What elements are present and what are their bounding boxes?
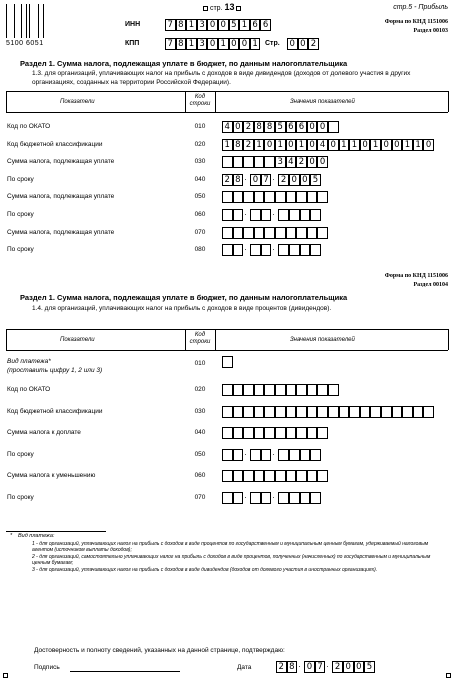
kpp-cell[interactable]: 1 xyxy=(218,38,229,50)
payment-type-code: 010 xyxy=(194,360,206,367)
footnote-star: * xyxy=(10,533,13,539)
section1-row-3-date-separator: . xyxy=(272,173,275,182)
section2-row-1-cell[interactable] xyxy=(254,406,265,418)
section1-title: Раздел 1. Сумма налога, подлежащая уплате в бюджет, по данным налогоплательщика xyxy=(20,59,348,68)
section1-row-7-date-month-cell[interactable] xyxy=(261,243,275,256)
section1-row-2-cell[interactable]: 2 xyxy=(296,156,307,168)
section2-row-4-cell[interactable] xyxy=(286,470,297,482)
form-code-2: Форма по КНД 1151006 xyxy=(384,273,448,279)
section1-row-4-cell[interactable] xyxy=(307,191,318,203)
section2-row-5-date-month-cell[interactable] xyxy=(261,491,275,504)
section1-row-4-cell[interactable] xyxy=(233,191,244,203)
section2-row-5-date-year-cell[interactable] xyxy=(278,492,289,504)
section1-row-4-cell[interactable] xyxy=(243,191,254,203)
section1-row-label: Сумма налога, подлежащая уплате xyxy=(7,158,115,165)
section2-row-2-cell[interactable] xyxy=(307,427,318,439)
section2-row-code: 020 xyxy=(194,386,206,393)
section1-row-5-date-year-cell[interactable] xyxy=(300,209,311,221)
section2-row-1-cell[interactable] xyxy=(349,406,360,418)
signature-date-separator: . xyxy=(298,660,301,669)
section1-row-1-cell[interactable]: 0 xyxy=(286,139,297,151)
section2-row-label: Код бюджетной классификации xyxy=(7,408,103,415)
section2-row-code: 070 xyxy=(194,494,206,501)
kpp-cell[interactable]: 0 xyxy=(239,38,250,50)
table2-col-code: Код строки xyxy=(189,332,211,345)
section2-row-2-cell[interactable] xyxy=(243,427,254,439)
section2-row-2-cell[interactable] xyxy=(275,427,286,439)
signature-date-year-cell[interactable]: 5 xyxy=(364,661,375,673)
table1-top-rule xyxy=(6,91,448,92)
section1-row-6-cell[interactable] xyxy=(264,227,275,239)
section1-row-0-cell[interactable]: 0 xyxy=(317,121,328,133)
section2-row-4-cell[interactable] xyxy=(254,470,265,482)
section1-row-5-date-year-cell[interactable] xyxy=(289,209,300,221)
section1-row-2-cell[interactable] xyxy=(254,156,265,168)
str-cell[interactable]: 2 xyxy=(308,38,319,50)
section1-row-3-date-month-cell[interactable]: 0 xyxy=(250,174,261,186)
footnote-item-3: 3 - для организаций, уплачивающих налог на прибыль с доходов в виде дивидендов (доходов от долевого участия в иностранных организациях). xyxy=(32,567,378,573)
marker-square-left xyxy=(203,6,208,11)
form-code: Форма по КНД 1151006 xyxy=(384,19,448,25)
section1-row-6-cell[interactable] xyxy=(307,227,318,239)
inn-cell[interactable]: 7 xyxy=(165,19,176,31)
table2-top-rule xyxy=(6,329,448,330)
section1-row-1-cell[interactable]: 1 xyxy=(349,139,360,151)
section1-row-3-date-year-cell[interactable]: 0 xyxy=(289,174,300,186)
section1-row-5-date-year-cell[interactable] xyxy=(278,209,289,221)
section2-row-5-date-year-cell[interactable] xyxy=(289,492,300,504)
kpp-cell[interactable]: 8 xyxy=(176,38,187,50)
section1-row-5-date-separator: . xyxy=(272,208,275,217)
section1-row-0-cell[interactable]: 5 xyxy=(275,121,286,133)
section1-row-0-cell[interactable]: 0 xyxy=(307,121,318,133)
str-label: Стр. xyxy=(265,40,280,47)
section1-row-7-date-year-cell[interactable] xyxy=(278,244,289,256)
table1-rule xyxy=(215,91,216,112)
section1-row-1-cell[interactable]: 0 xyxy=(381,139,392,151)
section2-row-3-date-day-cell[interactable] xyxy=(222,449,233,461)
section1-row-0-cell[interactable]: 4 xyxy=(222,121,233,133)
section2-row-1-cell[interactable] xyxy=(307,406,318,418)
inn-cell[interactable]: 3 xyxy=(197,19,208,31)
section1-row-5-date-day-cell[interactable] xyxy=(222,209,233,221)
section1-row-7-date-year-cell[interactable] xyxy=(300,244,311,256)
section2-row-4-cell[interactable] xyxy=(222,470,233,482)
section2-row-3-date-year-cell[interactable] xyxy=(278,449,289,461)
signature-date-day-cell[interactable]: 2 xyxy=(276,661,287,673)
section2-row-0-cell[interactable] xyxy=(264,384,275,396)
section1-row-5-date-separator: . xyxy=(244,208,247,217)
section1-row-0-cell[interactable]: 6 xyxy=(286,121,297,133)
section2-row-code: 030 xyxy=(194,408,206,415)
section1-row-2-cell[interactable]: 0 xyxy=(317,156,328,168)
section2-row-1-cell[interactable] xyxy=(402,406,413,418)
section2-row-2-cell[interactable] xyxy=(264,427,275,439)
section2-row-label: Сумма налога к уменьшению xyxy=(7,472,96,479)
section1-row-6-cell[interactable] xyxy=(296,227,307,239)
footnote-rule xyxy=(6,531,106,532)
section1-row-4-cell[interactable] xyxy=(286,191,297,203)
table1-rule xyxy=(185,91,186,112)
str-cell[interactable]: 0 xyxy=(287,38,298,50)
section1-row-4-cell[interactable] xyxy=(296,191,307,203)
section1-row-2-cell[interactable]: 4 xyxy=(286,156,297,168)
inn-label: ИНН xyxy=(125,21,141,28)
kpp-cell[interactable]: 1 xyxy=(186,38,197,50)
section1-row-6-cell[interactable] xyxy=(243,227,254,239)
section1-row-2-cell[interactable] xyxy=(222,156,233,168)
section1-row-7-date-day-cell[interactable] xyxy=(222,244,233,256)
section1-row-7-date-year-cell[interactable] xyxy=(289,244,300,256)
kpp-cell[interactable]: 7 xyxy=(165,38,176,50)
section2-row-1-cell[interactable] xyxy=(392,406,403,418)
section1-row-1-cell[interactable]: 0 xyxy=(360,139,371,151)
section1-row-1-cell[interactable]: 2 xyxy=(243,139,254,151)
section1-row-5-date-year-cell[interactable] xyxy=(310,209,321,221)
section1-row-code: 070 xyxy=(194,229,206,236)
section1-row-4-cell[interactable] xyxy=(317,191,328,203)
section2-row-1-cell[interactable] xyxy=(233,406,244,418)
section2-row-1-cell[interactable] xyxy=(360,406,371,418)
section2-row-code: 050 xyxy=(194,451,206,458)
section1-row-3-date-year-cell[interactable]: 2 xyxy=(278,174,289,186)
section1-row-label: По сроку xyxy=(7,246,34,253)
section1-row-2-cell[interactable] xyxy=(243,156,254,168)
section1-row-6-cell[interactable] xyxy=(254,227,265,239)
section1-row-7-date-year-cell[interactable] xyxy=(310,244,321,256)
signature-line[interactable] xyxy=(70,671,180,672)
section1-row-code: 080 xyxy=(194,246,206,253)
inn-cell[interactable]: 1 xyxy=(239,19,250,31)
section2-row-0-cell[interactable] xyxy=(307,384,318,396)
section1-row-6-cell[interactable] xyxy=(233,227,244,239)
section2-row-3-date-year-cell[interactable] xyxy=(300,449,311,461)
section1-row-1-cell[interactable]: 0 xyxy=(328,139,339,151)
section2-row-1-cell[interactable] xyxy=(296,406,307,418)
inn-cell[interactable]: 0 xyxy=(218,19,229,31)
section1-row-4-cell[interactable] xyxy=(222,191,233,203)
table2-header-rule xyxy=(6,350,448,351)
page-number: 13 xyxy=(224,2,235,12)
section1-row-label: Сумма налога, подлежащая уплате xyxy=(7,229,115,236)
section1-row-3-date-year-cell[interactable]: 5 xyxy=(310,174,321,186)
signature-date-month-cell[interactable]: 0 xyxy=(304,661,315,673)
section2-row-3-date-year-cell[interactable] xyxy=(289,449,300,461)
section2-row-2-cell[interactable] xyxy=(254,427,265,439)
section1-row-0-cell[interactable]: 6 xyxy=(296,121,307,133)
section1-row-7-date-month-cell[interactable] xyxy=(250,244,261,256)
section2-row-1-cell[interactable] xyxy=(264,406,275,418)
str-cell[interactable]: 0 xyxy=(298,38,309,50)
kpp-cell[interactable]: 0 xyxy=(229,38,240,50)
section1-row-1-cell[interactable]: 0 xyxy=(423,139,434,151)
table1-rule xyxy=(6,91,7,112)
table2-rule xyxy=(185,329,186,350)
section1-row-5-date-day-cell[interactable] xyxy=(233,208,247,221)
section1-row-0-cell[interactable]: 2 xyxy=(243,121,254,133)
section2-row-1-cell[interactable] xyxy=(423,406,434,418)
section2-row-0-cell[interactable] xyxy=(233,384,244,396)
section2-row-1-cell[interactable] xyxy=(339,406,350,418)
section1-row-code: 060 xyxy=(194,211,206,218)
section2-row-2-cell[interactable] xyxy=(233,427,244,439)
section2-row-4-cell[interactable] xyxy=(233,470,244,482)
section2-row-4-cell[interactable] xyxy=(307,470,318,482)
section2-row-1-cell[interactable] xyxy=(317,406,328,418)
signature-date-year-cell[interactable]: 2 xyxy=(332,661,343,673)
barcode-text: 5100 6051 xyxy=(6,40,44,47)
section2-row-2-cell[interactable] xyxy=(317,427,328,439)
section1-row-5-date-month-cell[interactable] xyxy=(250,209,261,221)
table1-header-rule xyxy=(6,112,448,113)
section1-row-2-cell[interactable]: 3 xyxy=(275,156,286,168)
signature-date-separator: . xyxy=(326,660,329,669)
section2-row-1-cell[interactable] xyxy=(275,406,286,418)
section1-row-3-date-day-cell[interactable]: 8 xyxy=(233,174,244,186)
section2-row-5-date-day-cell[interactable] xyxy=(233,491,247,504)
section2-row-4-cell[interactable] xyxy=(296,470,307,482)
corner-marker xyxy=(3,673,8,678)
section1-row-1-cell[interactable]: 1 xyxy=(254,139,265,151)
section1-row-6-cell[interactable] xyxy=(317,227,328,239)
section1-row-1-cell[interactable]: 1 xyxy=(275,139,286,151)
inn-cell[interactable]: 0 xyxy=(207,19,218,31)
section2-row-0-cell[interactable] xyxy=(286,384,297,396)
section2-row-4-cell[interactable] xyxy=(264,470,275,482)
inn-cell[interactable]: 5 xyxy=(229,19,240,31)
table2-rule xyxy=(448,329,449,350)
section1-row-1-cell[interactable]: 1 xyxy=(339,139,350,151)
signature-date-year-cell[interactable]: 0 xyxy=(343,661,354,673)
table2-rule xyxy=(6,329,7,350)
section2-row-3-date-month-cell[interactable] xyxy=(261,448,275,461)
table1-col-values: Значения показателей xyxy=(290,99,355,105)
section2-row-3-date-month-cell[interactable] xyxy=(250,449,261,461)
section1-row-6-cell[interactable] xyxy=(222,227,233,239)
marker-square-right xyxy=(236,6,241,11)
payment-type-hint: (проставить цифру 1, 2 или 3) xyxy=(7,367,103,374)
section1-row-3-date-year-cell[interactable]: 0 xyxy=(300,174,311,186)
page-right-label: стр.5 - Прибыль xyxy=(393,4,448,11)
section2-row-2-cell[interactable] xyxy=(296,427,307,439)
section1-row-1-cell[interactable]: 0 xyxy=(392,139,403,151)
table1-rule xyxy=(448,91,449,112)
section2-row-2-cell[interactable] xyxy=(286,427,297,439)
section2-row-0-cell[interactable] xyxy=(243,384,254,396)
section2-row-3-date-day-cell[interactable] xyxy=(233,448,247,461)
section1-row-3-date-day-cell[interactable]: 2 xyxy=(222,174,233,186)
section1-row-1-cell[interactable]: 1 xyxy=(402,139,413,151)
section1-row-code: 020 xyxy=(194,141,206,148)
section1-row-0-cell[interactable]: 8 xyxy=(264,121,275,133)
section2-row-1-cell[interactable] xyxy=(243,406,254,418)
confirm-text: Достоверность и полноту сведений, указанных на данной странице, подтверждаю: xyxy=(34,647,285,654)
section1-row-6-cell[interactable] xyxy=(275,227,286,239)
section1-row-label: Код бюджетной классификации xyxy=(7,141,103,148)
kpp-cell[interactable]: 3 xyxy=(197,38,208,50)
section1-row-2-cell[interactable]: 0 xyxy=(307,156,318,168)
signature-date-year-cell[interactable]: 0 xyxy=(354,661,365,673)
section2-row-5-date-day-cell[interactable] xyxy=(222,492,233,504)
section2-row-1-cell[interactable] xyxy=(286,406,297,418)
section1-row-code: 030 xyxy=(194,158,206,165)
section1-row-7-date-separator: . xyxy=(272,243,275,252)
table2-col-values: Значения показателей xyxy=(290,337,355,343)
section2-row-code: 060 xyxy=(194,472,206,479)
section2-title: Раздел 1. Сумма налога, подлежащая уплате в бюджет, по данным налогоплательщика xyxy=(20,293,348,302)
inn-cell[interactable]: 6 xyxy=(250,19,261,31)
section1-row-1-cell[interactable]: 1 xyxy=(222,139,233,151)
section2-row-label: По сроку xyxy=(7,451,34,458)
section2-row-0-cell[interactable] xyxy=(275,384,286,396)
section2-subtitle: 1.4. для организаций, уплачивающих налог на прибыль с доходов в виде процентов (дивидендов). xyxy=(32,305,332,312)
section2-row-5-date-separator: . xyxy=(244,491,247,500)
section1-row-7-date-day-cell[interactable] xyxy=(233,243,247,256)
section2-row-1-cell[interactable] xyxy=(381,406,392,418)
section1-row-1-cell[interactable]: 0 xyxy=(307,139,318,151)
section1-row-code: 050 xyxy=(194,193,206,200)
barcode xyxy=(6,4,46,38)
section2-row-1-cell[interactable] xyxy=(328,406,339,418)
table1-col-code: Код строки xyxy=(189,94,211,107)
section2-row-label: Сумма налога к доплате xyxy=(7,429,81,436)
section-code-2: Раздел 00104 xyxy=(413,282,448,288)
section1-row-0-cell[interactable] xyxy=(328,121,339,133)
corner-marker xyxy=(446,673,451,678)
page-number-box xyxy=(203,2,241,12)
sign-label: Подпись xyxy=(34,664,60,671)
section1-row-3-date-separator: . xyxy=(244,173,247,182)
table2-rule xyxy=(215,329,216,350)
section1-row-2-cell[interactable] xyxy=(233,156,244,168)
section1-row-1-cell[interactable]: 0 xyxy=(264,139,275,151)
section2-row-label: Код по ОКАТО xyxy=(7,386,51,393)
section2-row-0-cell[interactable] xyxy=(317,384,328,396)
section1-row-1-cell[interactable]: 1 xyxy=(296,139,307,151)
inn-cell[interactable]: 8 xyxy=(176,19,187,31)
section1-row-label: Код по ОКАТО xyxy=(7,123,51,130)
section2-row-1-cell[interactable] xyxy=(222,406,233,418)
section2-row-0-cell[interactable] xyxy=(254,384,265,396)
section1-row-7-date-separator: . xyxy=(244,243,247,252)
section1-row-label: По сроку xyxy=(7,176,34,183)
table2-col-indicators: Показатели xyxy=(60,337,95,343)
section1-row-0-cell[interactable]: 8 xyxy=(254,121,265,133)
section2-row-5-date-year-cell[interactable] xyxy=(310,492,321,504)
section1-row-1-cell[interactable]: 8 xyxy=(233,139,244,151)
page-label: стр. xyxy=(209,5,223,12)
section1-row-label: Сумма налога, подлежащая уплате xyxy=(7,193,115,200)
kpp-cell[interactable]: 1 xyxy=(250,38,261,50)
section2-row-1-cell[interactable] xyxy=(413,406,424,418)
kpp-label: КПП xyxy=(125,40,140,47)
section1-row-5-date-month-cell[interactable] xyxy=(261,208,275,221)
section1-row-4-cell[interactable] xyxy=(264,191,275,203)
section2-row-5-date-year-cell[interactable] xyxy=(300,492,311,504)
section1-row-6-cell[interactable] xyxy=(286,227,297,239)
section2-row-3-date-separator: . xyxy=(272,448,275,457)
date-label: Дата xyxy=(237,664,252,671)
section1-row-3-date-month-cell[interactable]: 7 xyxy=(261,174,272,186)
section1-row-4-cell[interactable] xyxy=(254,191,265,203)
payment-type-cell[interactable] xyxy=(222,356,233,368)
section1-row-label: По сроку xyxy=(7,211,34,218)
section2-row-4-cell[interactable] xyxy=(275,470,286,482)
footnote-item-2: 2 - для организаций, самостоятельно уплачивающих налог на прибыль с доходов в виде процентов, полученных (начисленных) по государственным и муниципальным ценным бумагам; xyxy=(32,554,431,567)
footnote-title: Вид платежа: xyxy=(18,533,55,539)
inn-cell[interactable]: 6 xyxy=(260,19,271,31)
section2-row-2-cell[interactable] xyxy=(222,427,233,439)
section1-row-1-cell[interactable]: 1 xyxy=(370,139,381,151)
section1-row-code: 040 xyxy=(194,176,206,183)
kpp-cell[interactable]: 0 xyxy=(207,38,218,50)
section1-row-code: 010 xyxy=(194,123,206,130)
section2-row-4-cell[interactable] xyxy=(317,470,328,482)
section1-row-1-cell[interactable]: 4 xyxy=(317,139,328,151)
section1-subtitle: 1.3. для организаций, уплачивающих налог на прибыль с доходов в виде дивидендов (доходов от долевого участия в других организациях, созданных на территории Российской Федерации). xyxy=(32,70,411,86)
section1-row-2-cell[interactable] xyxy=(264,156,275,168)
inn-cell[interactable]: 1 xyxy=(186,19,197,31)
section2-row-3-date-separator: . xyxy=(244,448,247,457)
signature-date-month-cell[interactable]: 7 xyxy=(315,661,326,673)
section2-row-1-cell[interactable] xyxy=(370,406,381,418)
section2-row-5-date-month-cell[interactable] xyxy=(250,492,261,504)
section2-row-label: По сроку xyxy=(7,494,34,501)
section1-row-0-cell[interactable]: 0 xyxy=(233,121,244,133)
section1-row-4-cell[interactable] xyxy=(275,191,286,203)
section2-row-0-cell[interactable] xyxy=(328,384,339,396)
section2-row-5-date-separator: . xyxy=(272,491,275,500)
table1-col-indicators: Показатели xyxy=(60,99,95,105)
section2-row-3-date-year-cell[interactable] xyxy=(310,449,321,461)
section2-row-code: 040 xyxy=(194,429,206,436)
section1-row-1-cell[interactable]: 1 xyxy=(413,139,424,151)
payment-type-label: Вид платежа* xyxy=(7,358,51,365)
section2-row-4-cell[interactable] xyxy=(243,470,254,482)
section2-row-0-cell[interactable] xyxy=(222,384,233,396)
signature-date-day-cell[interactable]: 8 xyxy=(287,661,298,673)
footnote-item-1: 1 - для организаций, уплачивающих налог на прибыль с доходов в виде процентов по государственным и муниципальным ценным бумагам, удерживаемый налоговым агентом (источником выплаты доходов); xyxy=(32,541,429,554)
section-code: Раздел 00103 xyxy=(413,28,448,34)
section2-row-0-cell[interactable] xyxy=(296,384,307,396)
